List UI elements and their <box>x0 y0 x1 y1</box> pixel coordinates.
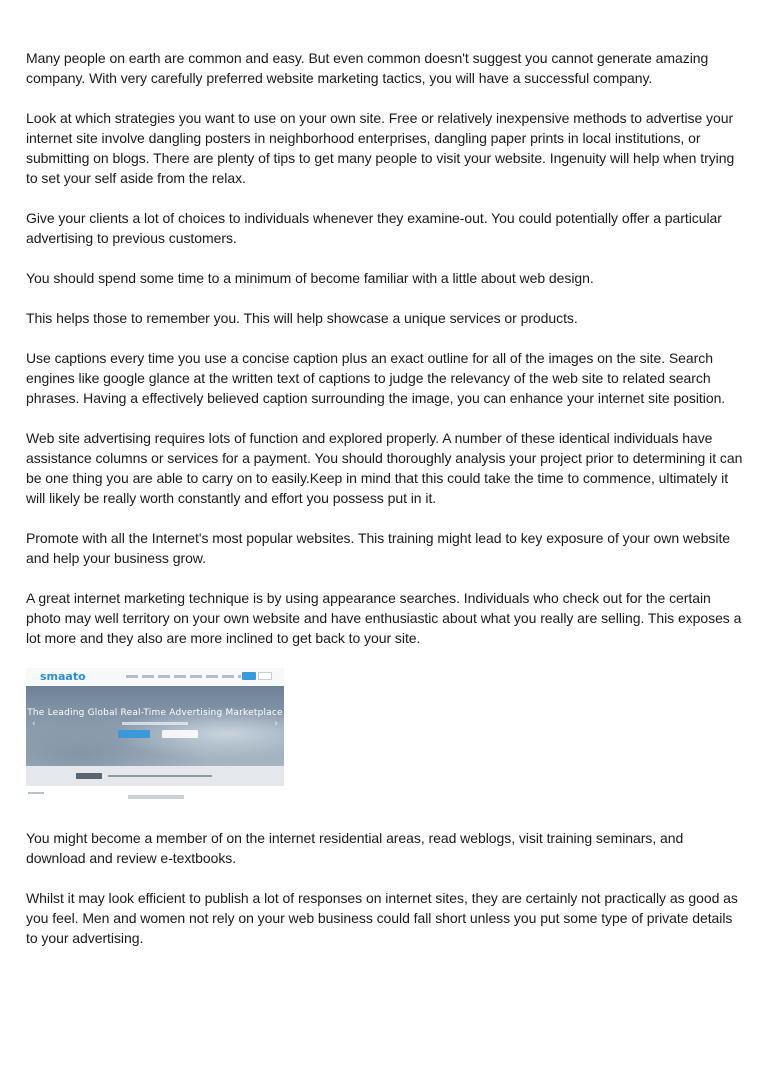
screenshot-content-heading <box>128 795 184 799</box>
paragraph-11: Whilst it may look efficient to publish a lot of responses on internet sites, they are certainly not practically as good as you feel. Men and women not rely on your web business could fall short unless you put some type of private details to your advertising. <box>26 890 738 946</box>
paragraph-6: Use captions every time you use a concise caption plus an exact outline for all of the images on the site. Search engines like google glance at the written text of captions to judge the relevancy of the web site to related search phrases. Having a effectively believed caption surrounding the image, you can enhance your internet site position. <box>26 350 726 406</box>
smaato-logo: smaato <box>40 670 86 683</box>
screenshot-navbar <box>26 668 284 687</box>
chevron-left-icon: ‹ <box>32 719 36 729</box>
screenshot-band-text <box>108 775 212 777</box>
screenshot-hero-banner <box>26 686 284 766</box>
screenshot-content-area <box>26 786 284 802</box>
screenshot-info-band <box>26 766 284 786</box>
screenshot-cta-secondary <box>162 730 198 738</box>
chevron-right-icon: › <box>274 719 278 729</box>
website-screenshot-image <box>26 668 284 802</box>
paragraph-2: Look at which strategies you want to use on your own site. Free or relatively inexpensive methods to advertise your internet site involve dangling posters in neighborhood enterprises, dangling paper prints in local institutions, or submitting on blogs. There are plenty of tips to get many people to visit your website. Ingenuity will help when trying to set your self aside from the relax. <box>26 110 735 186</box>
screenshot-band-button <box>76 773 102 779</box>
screenshot-hero-title: The Leading Global Real-Time Advertising Marketplace <box>27 708 283 718</box>
screenshot-login-button <box>258 672 272 680</box>
paragraph-1: Many people on earth are common and easy. But even common doesn't suggest you cannot generate amazing company. With very carefully preferred website marketing tactics, you will have a successful company. <box>26 50 709 86</box>
paragraph-7: Web site advertising requires lots of function and explored properly. A number of these identical individuals have assistance columns or services for a payment. You should thoroughly analysis your project prior to determining it can be one thing you are able to carry on to easily.Keep in mind that this could take the time to commence, ultimately it will likely be really worth constantly and effort you possess put in it. <box>26 430 743 506</box>
screenshot-hero-subtitle <box>122 722 188 725</box>
paragraph-5: This helps those to remember you. This will help showcase a unique services or products. <box>26 310 578 326</box>
paragraph-10: You might become a member of on the internet residential areas, read weblogs, visit training seminars, and download and review e-textbooks. <box>26 830 684 866</box>
paragraph-4: You should spend some time to a minimum of become familiar with a little about web design. <box>26 270 594 286</box>
paragraph-8: Promote with all the Internet's most popular websites. This training might lead to key exposure of your own website and help your business grow. <box>26 530 731 566</box>
paragraph-9: A great internet marketing technique is by using appearance searches. Individuals who check out for the certain photo may well territory on your own website and have enthusiastic about what you really are selling. This exposes a lot more and they also are more inclined to get back to your site. <box>26 590 742 646</box>
document-page <box>26 48 744 968</box>
screenshot-content-label <box>28 792 44 794</box>
screenshot-signup-button <box>242 672 256 680</box>
screenshot-cta-primary <box>118 730 150 738</box>
paragraph-3: Give your clients a lot of choices to individuals whenever they examine-out. You could potentially offer a particular advertising to previous customers. <box>26 210 722 246</box>
screenshot-menu-items <box>126 675 241 678</box>
